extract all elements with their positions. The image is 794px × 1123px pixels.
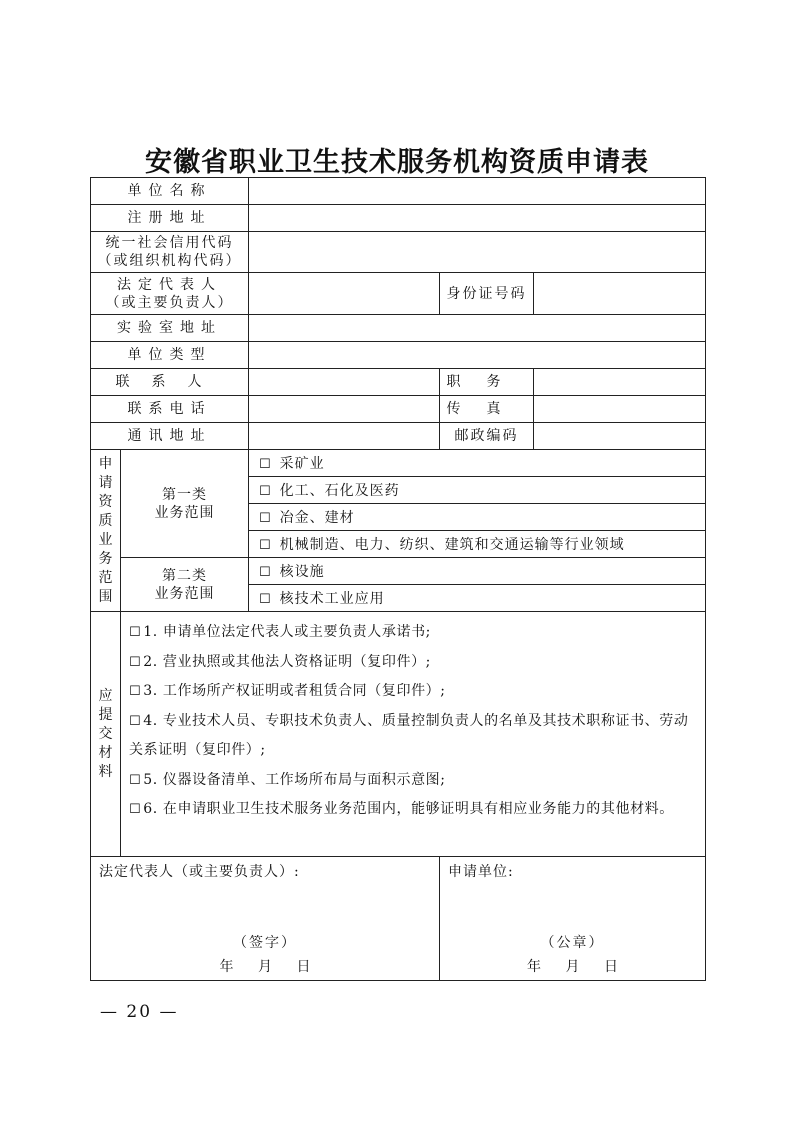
legal-rep-signature-area[interactable] — [91, 857, 440, 981]
scope-option-label: 核技术工业应用 — [279, 591, 385, 607]
checkbox-icon[interactable]: ☐ — [129, 713, 142, 729]
applicant-seal-label: 申请单位: — [448, 864, 514, 880]
material-item-text: 4. 专业技术人员、专职技术负责人、质量控制负责人的名单及其技术职称证书、劳动关系证明（复印件）; — [129, 712, 689, 758]
material-item[interactable] — [129, 766, 697, 796]
signature-note: （签字） — [233, 935, 297, 951]
scope-option-label: 冶金、建材 — [279, 510, 355, 526]
postcode-label: 邮政编码 — [440, 423, 534, 450]
position-field[interactable] — [534, 369, 706, 396]
legal-rep-field[interactable] — [249, 273, 440, 315]
checkbox-icon[interactable]: ☐ — [129, 654, 142, 670]
signature-date: 年 月 日 — [219, 959, 311, 975]
contact-label: 联系人 — [91, 369, 249, 396]
checkbox-icon[interactable]: ☐ — [129, 625, 142, 640]
mail-address-field[interactable] — [249, 423, 440, 450]
fax-field[interactable] — [534, 396, 706, 423]
seal-note: （公章） — [540, 935, 605, 951]
id-number-label: 身份证号码 — [440, 273, 534, 315]
position-label: 职务 — [440, 369, 534, 396]
category1-label-line2: 业务范围 — [154, 504, 215, 521]
material-item-text: 6. 在申请职业卫生技术服务业务范围内，能够证明具有相应业务能力的其他材料。 — [143, 801, 674, 817]
checkbox-icon[interactable]: ☐ — [259, 592, 272, 607]
unit-type-label: 单位类型 — [91, 342, 249, 369]
unit-type-field[interactable] — [249, 342, 706, 369]
material-item-text: 3. 工作场所产权证明或者租赁合同（复印件）; — [143, 683, 446, 699]
reg-address-label: 注册地址 — [91, 205, 249, 232]
scope-side-label-text: 申请资质业务范围 — [98, 455, 113, 605]
material-item-text: 1. 申请单位法定代表人或主要负责人承诺书; — [143, 624, 431, 640]
credit-code-label — [91, 232, 249, 273]
lab-address-label: 实验室地址 — [91, 315, 249, 342]
materials-side-label — [91, 612, 121, 857]
scope-option-chemical[interactable] — [249, 477, 706, 504]
scope-option-label: 核设施 — [279, 564, 325, 580]
unit-name-label: 单位名称 — [91, 178, 249, 205]
phone-label: 联系电话 — [91, 396, 249, 423]
material-item[interactable] — [129, 677, 697, 707]
checkbox-icon[interactable]: ☐ — [129, 802, 142, 817]
category2-label — [121, 558, 249, 612]
lab-address-field[interactable] — [249, 315, 706, 342]
legal-rep-signature-label: 法定代表人（或主要负责人）: — [99, 864, 300, 880]
credit-code-field[interactable] — [249, 232, 706, 273]
category1-label-line1: 第一类 — [162, 486, 207, 503]
checkbox-icon[interactable]: ☐ — [259, 484, 272, 499]
page-number: — 20 — — [100, 1002, 179, 1022]
material-item[interactable] — [129, 618, 697, 648]
scope-option-metallurgy[interactable] — [249, 504, 706, 531]
scope-option-label: 机械制造、电力、纺织、建筑和交通运输等行业领域 — [279, 537, 625, 553]
applicant-seal-area[interactable] — [440, 857, 706, 981]
scope-side-label — [91, 450, 121, 612]
category1-label — [121, 450, 249, 558]
scope-option-nuclear-industry[interactable] — [249, 585, 706, 612]
legal-rep-label — [91, 273, 249, 315]
form-title: 安徽省职业卫生技术服务机构资质申请表 — [145, 147, 649, 178]
id-number-field[interactable] — [534, 273, 706, 315]
scope-option-mining[interactable] — [249, 450, 706, 477]
category2-label-line1: 第二类 — [162, 567, 207, 584]
category2-label-line2: 业务范围 — [154, 585, 215, 602]
unit-name-field[interactable] — [249, 178, 706, 205]
checkbox-icon[interactable]: ☐ — [259, 538, 272, 553]
credit-code-label-line2: （或组织机构代码） — [97, 253, 242, 269]
seal-date: 年 月 日 — [527, 959, 618, 975]
checkbox-icon[interactable]: ☐ — [259, 511, 272, 526]
checkbox-icon[interactable]: ☐ — [259, 457, 272, 472]
checkbox-icon[interactable]: ☐ — [129, 772, 142, 788]
phone-field[interactable] — [249, 396, 440, 423]
material-item[interactable] — [129, 648, 697, 678]
checkbox-icon[interactable]: ☐ — [129, 684, 142, 699]
contact-field[interactable] — [249, 369, 440, 396]
mail-address-label: 通讯地址 — [91, 423, 249, 450]
materials-side-label-text: 应提交材料 — [98, 687, 113, 780]
materials-list — [121, 612, 706, 857]
legal-rep-label-line2: （或主要负责人） — [105, 294, 234, 311]
scope-option-nuclear-facility[interactable] — [249, 558, 706, 585]
application-form-table — [90, 177, 706, 981]
legal-rep-label-line1: 法定代表人 — [117, 276, 222, 293]
reg-address-field[interactable] — [249, 205, 706, 232]
material-item-text: 2. 营业执照或其他法人资格证明（复印件）; — [143, 653, 431, 670]
scope-option-label: 采矿业 — [279, 456, 325, 472]
material-item[interactable] — [129, 707, 697, 766]
scope-option-label: 化工、石化及医药 — [279, 483, 400, 499]
credit-code-label-line1: 统一社会信用代码 — [105, 235, 234, 251]
scope-option-manufacturing[interactable] — [249, 531, 706, 558]
fax-label: 传真 — [440, 396, 534, 423]
postcode-field[interactable] — [534, 423, 706, 450]
material-item-text: 5. 仪器设备清单、工作场所布局与面积示意图; — [143, 771, 446, 788]
checkbox-icon[interactable]: ☐ — [259, 565, 272, 580]
material-item[interactable] — [129, 795, 697, 825]
